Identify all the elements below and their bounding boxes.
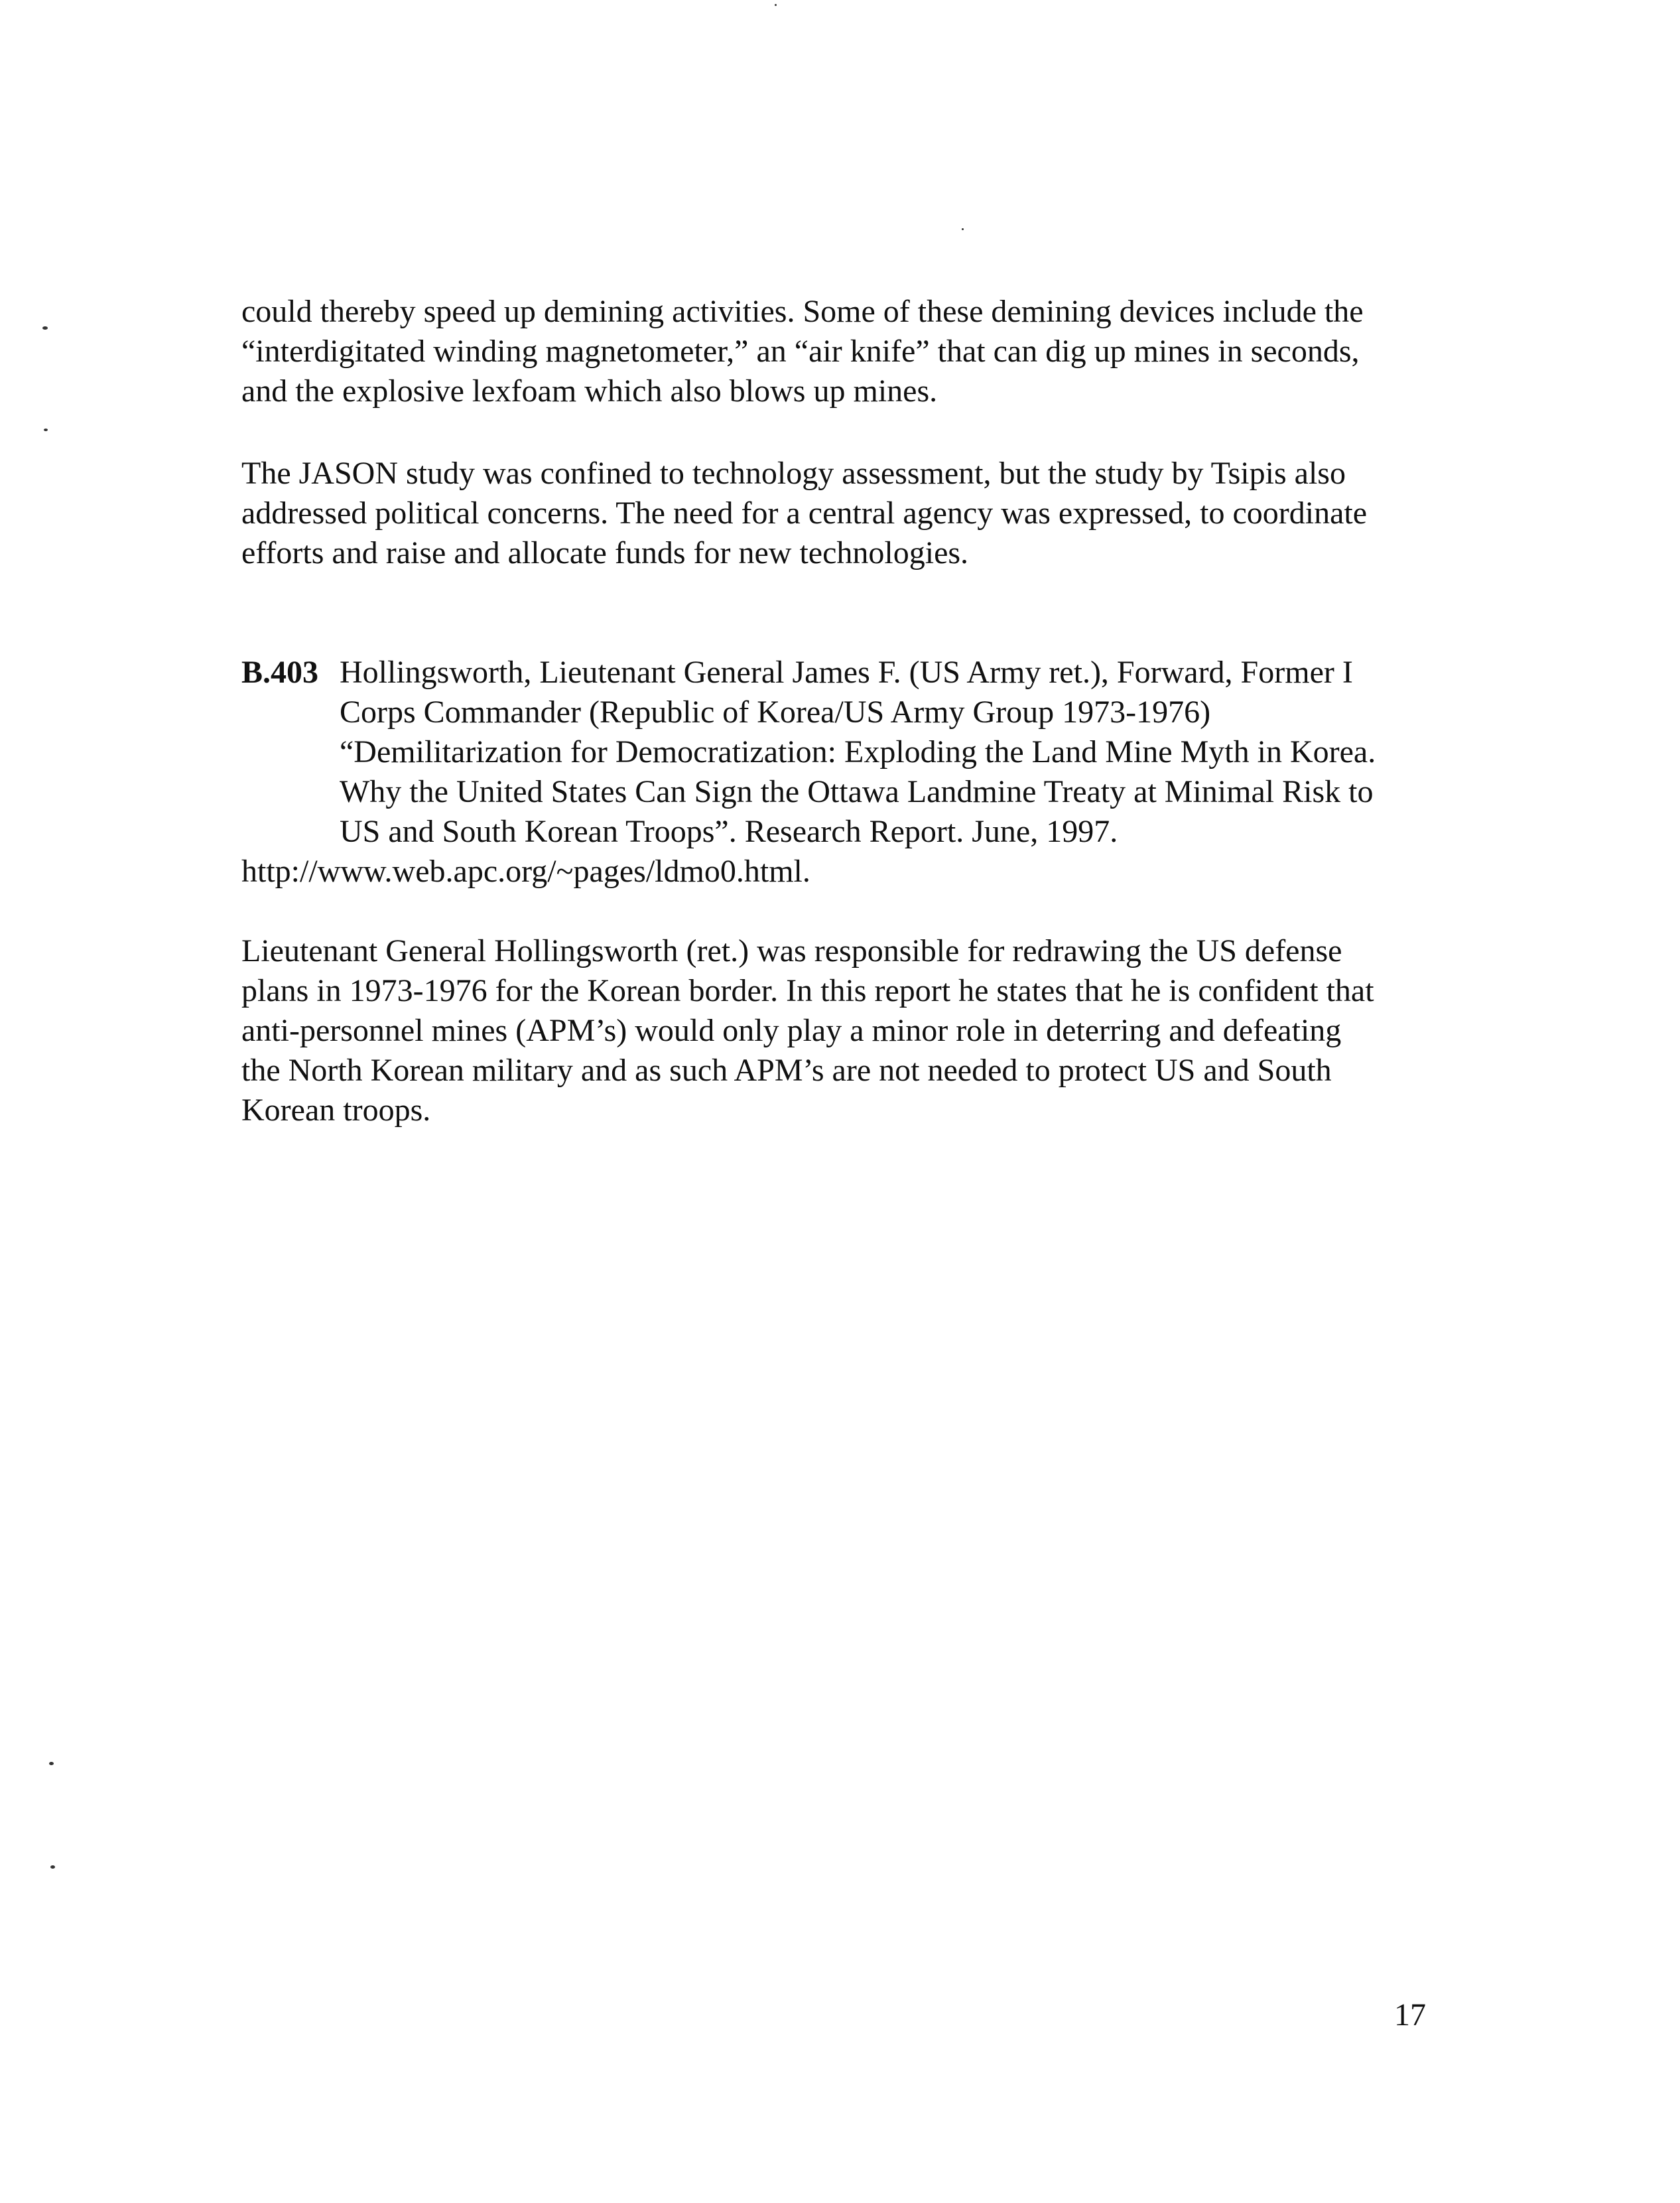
text-line: and the explosive lexfoam which also blows up mines. <box>241 373 938 409</box>
citation-line: Corps Commander (Republic of Korea/US Army Group 1973-1976) <box>340 695 1211 730</box>
citation-author: Hollingsworth, Lieutenant General James F. (US Army ret.), Forward, Former I <box>340 655 1353 690</box>
citation-url: http://www.web.apc.org/~pages/ldmo0.html. <box>241 854 810 889</box>
text-line: Lieutenant General Hollingsworth (ret.) was responsible for redrawing the US defense <box>241 933 1342 968</box>
text-line: could thereby speed up demining activities. Some of these demining devices include the <box>241 294 1364 329</box>
text-line: “interdigitated winding magnetometer,” an “air knife” that can dig up mines in seconds, <box>241 334 1360 369</box>
text-line: Korean troops. <box>241 1093 431 1128</box>
scan-speck <box>42 326 48 330</box>
text-line: anti-personnel mines (APM’s) would only play a minor role in deterring and defeating <box>241 1013 1342 1048</box>
text-line: addressed political concerns. The need for a central agency was expressed, to coordinate <box>241 496 1368 531</box>
scan-speck <box>775 4 777 6</box>
document-body <box>241 292 1449 1130</box>
citation-entry <box>241 653 1449 892</box>
paragraph-demining-devices <box>241 292 1449 411</box>
text-line: efforts and raise and allocate funds for new technologies. <box>241 535 969 570</box>
paragraph-hollingsworth-summary <box>241 931 1449 1130</box>
text-line: The JASON study was confined to technology assessment, but the study by Tsipis also <box>241 456 1346 491</box>
scan-speck <box>962 228 964 230</box>
citation-line: US and South Korean Troops”. Research Report. June, 1997. <box>340 814 1118 849</box>
scan-speck <box>50 1865 55 1869</box>
citation-line: “Demilitarization for Democratization: Exploding the Land Mine Myth in Korea. <box>340 734 1376 769</box>
text-line: the North Korean military and as such APM’s are not needed to protect US and South <box>241 1053 1332 1088</box>
paragraph-jason-study <box>241 454 1449 573</box>
citation-id: B.403 <box>241 655 319 690</box>
scan-speck <box>44 429 48 431</box>
citation-first-line <box>241 653 1449 693</box>
scan-speck <box>49 1762 54 1765</box>
citation-line: Why the United States Can Sign the Ottawa Landmine Treaty at Minimal Risk to <box>340 774 1374 809</box>
page-number: 17 <box>1394 1997 1426 2033</box>
text-line: plans in 1973-1976 for the Korean border. In this report he states that he is confident that <box>241 973 1374 1008</box>
